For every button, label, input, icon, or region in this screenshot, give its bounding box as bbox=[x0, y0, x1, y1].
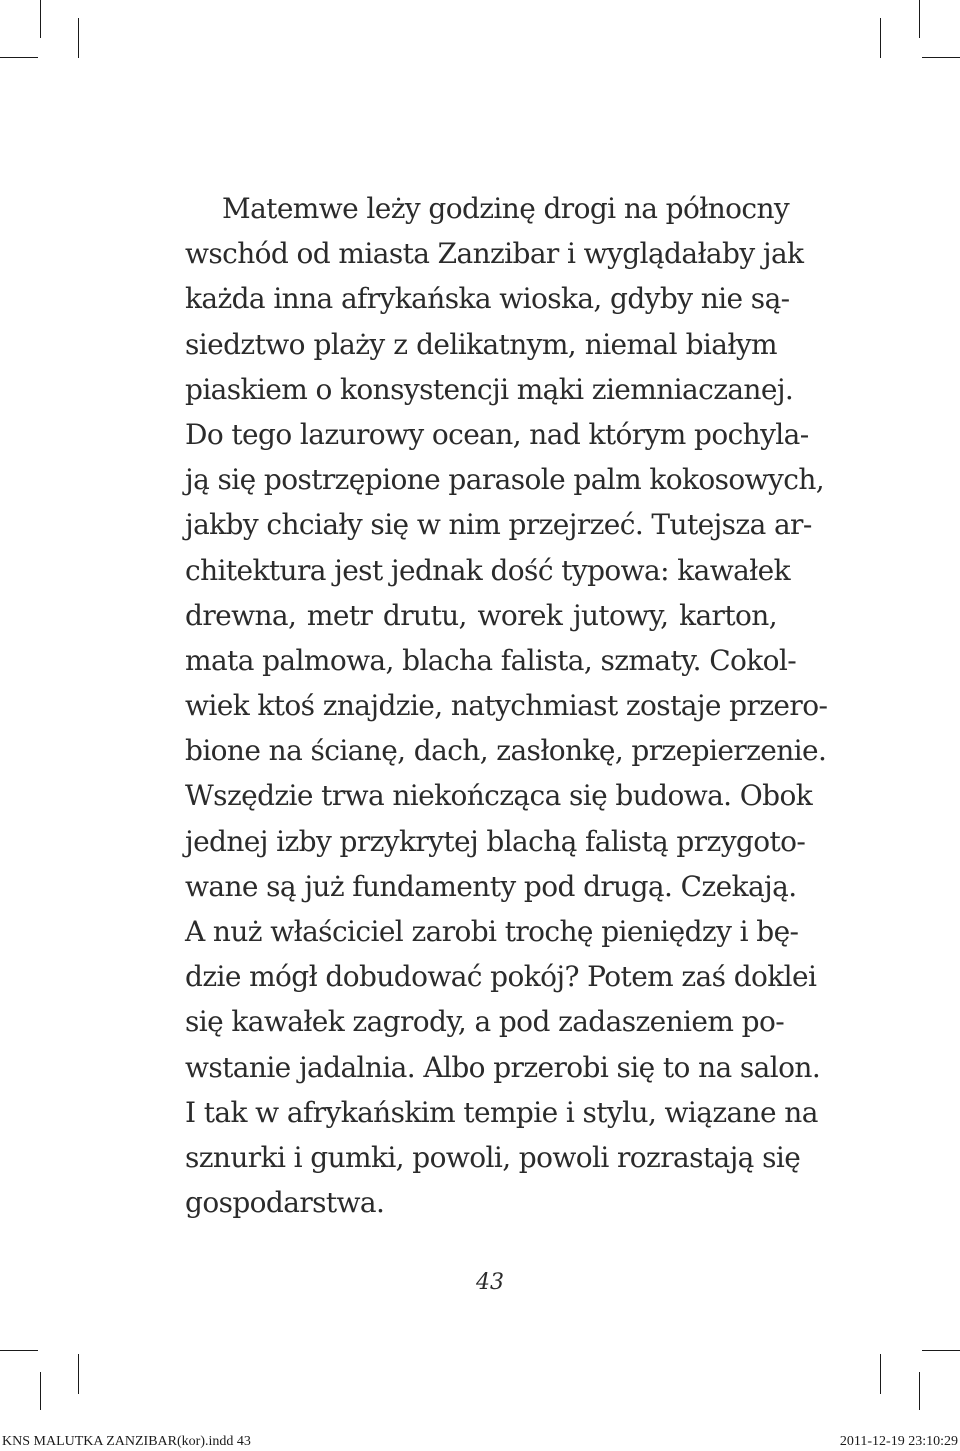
paragraph-line: jakby chciały się w nim przejrzeć. Tutejsza ar- bbox=[185, 508, 812, 542]
paragraph-line: A nuż właściciel zarobi trochę pieniędzy i bę- bbox=[185, 915, 799, 948]
crop-mark bbox=[922, 1350, 960, 1351]
paragraph-line: Matemwe leży godzinę drogi na północny bbox=[222, 192, 790, 225]
paragraph-line: bione na ścianę, dach, zasłonkę, przepierzenie. bbox=[185, 734, 827, 768]
paragraph-line: mata palmowa, blacha falista, szmaty. Cokol- bbox=[185, 643, 797, 677]
paragraph-line: drewna, metr drutu, worek jutowy, karton, bbox=[185, 598, 777, 632]
paragraph-line: się kawałek zagrody, a pod zadaszeniem po- bbox=[185, 1005, 785, 1039]
paragraph-line: gospodarstwa. bbox=[185, 1186, 385, 1220]
crop-mark bbox=[0, 1350, 38, 1351]
slug-filename: KNS MALUTKA ZANZIBAR(kor).indd 43 bbox=[2, 1434, 251, 1449]
crop-mark bbox=[78, 1354, 79, 1394]
paragraph-line: wane są już fundamenty pod drugą. Czekają. bbox=[185, 869, 797, 903]
paragraph-line: Do tego lazurowy ocean, nad którym pochyla- bbox=[185, 417, 809, 451]
paragraph-line: chitektura jest jednak dość typowa: kawałek bbox=[185, 553, 790, 587]
crop-mark bbox=[919, 0, 920, 38]
crop-mark bbox=[880, 1354, 881, 1394]
paragraph-line: I tak w afrykańskim tempie i stylu, wiązane na bbox=[185, 1095, 818, 1129]
paragraph-line: jednej izby przykrytej blachą falistą przygoto- bbox=[185, 824, 806, 858]
paragraph-line: Wszędzie trwa niekończąca się budowa. Obok bbox=[185, 779, 813, 813]
paragraph-line: wiek ktoś znajdzie, natychmiast zostaje przero- bbox=[185, 689, 828, 723]
body-paragraph bbox=[185, 186, 828, 1225]
crop-mark bbox=[40, 0, 41, 38]
crop-mark bbox=[919, 1372, 920, 1410]
paragraph-line: piaskiem o konsystencji mąki ziemniaczanej. bbox=[185, 372, 794, 406]
paragraph-line: każda inna afrykańska wioska, gdyby nie są- bbox=[185, 282, 790, 316]
crop-mark bbox=[922, 57, 960, 58]
crop-mark bbox=[880, 18, 881, 58]
crop-mark bbox=[0, 57, 38, 58]
paragraph-line: wstanie jadalnia. Albo przerobi się to na salon. bbox=[185, 1050, 821, 1084]
crop-mark bbox=[78, 18, 79, 58]
paragraph-line: sznurki i gumki, powoli, powoli rozrastają się bbox=[185, 1140, 801, 1174]
paragraph-line: siedztwo plaży z delikatnym, niemal białym bbox=[185, 327, 777, 361]
paragraph-line: wschód od miasta Zanzibar i wyglądałaby jak bbox=[185, 237, 804, 271]
crop-mark bbox=[40, 1372, 41, 1410]
slug-timestamp: 2011-12-19 23:10:29 bbox=[839, 1434, 958, 1449]
paragraph-line: ją się postrzępione parasole palm kokosowych, bbox=[185, 463, 825, 497]
paragraph-line: dzie mógł dobudować pokój? Potem zaś doklei bbox=[185, 960, 817, 994]
page-number: 43 bbox=[476, 1270, 504, 1295]
